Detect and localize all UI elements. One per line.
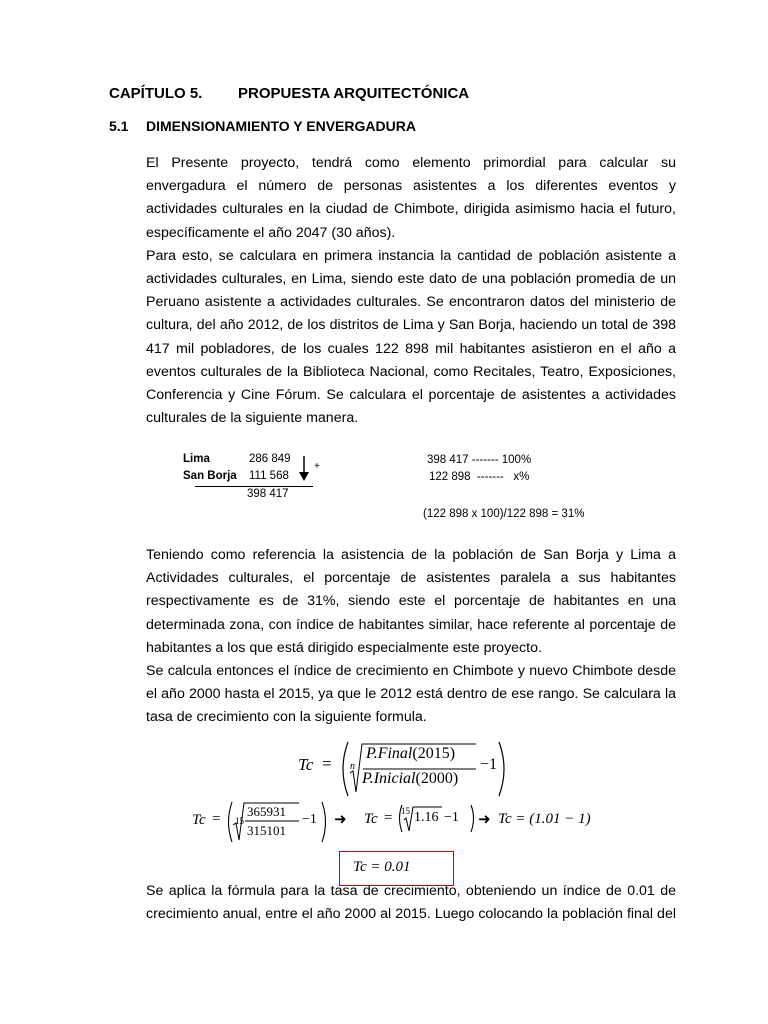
step2-equals: = xyxy=(384,810,393,826)
step2-lhs: Tc xyxy=(364,811,378,827)
step1-index: 15 xyxy=(235,816,244,826)
step1-equals: = xyxy=(212,811,221,827)
rule-of-three-line-1: 398 417 ------- 100% xyxy=(427,454,532,466)
step2-index: 15 xyxy=(401,806,410,816)
step1-denominator: 315101 xyxy=(247,823,286,838)
san-borja-value: 111 568 xyxy=(249,470,289,482)
paragraph: Teniendo como referencia la asistencia de la población de San Borja y Lima a Actividades culturales, el porcentaje de asistentes paralela a sus habitantes respectivamente es de 31%, siendo este el porcentaje de habitantes en una determinada zona, con índice de habitantes similar, hace referente al porcentaje de habitantes a los que está dirigido especialmente este proyecto. xyxy=(146,547,676,656)
arrow-icon: ➜ xyxy=(478,812,491,828)
paragraph: Se calcula entonces el índice de crecimiento en Chimbote y nuevo Chimbote desde el año 2000 hasta el 2015, ya que le 2012 está dentro de ese rango. Se calculara la tasa de crecimiento con la siguiente formula. xyxy=(146,663,676,726)
formula-root-index: n xyxy=(350,761,355,772)
result-value: Tc = 0.01 xyxy=(353,859,411,875)
paragraph: Se aplica la fórmula para la tasa de crecimiento, obteniendo un índice de 0.01 de crecimiento anual, entre el año 2000 al 2015. Luego colocando la población final del xyxy=(146,883,676,923)
chapter-title: PROPUESTA ARQUITECTÓNICA xyxy=(238,85,470,102)
step3-expression: Tc = (1.01 − 1) xyxy=(498,811,591,827)
middle-text xyxy=(146,544,676,730)
plus-sign: + xyxy=(314,461,320,472)
rule-of-three-result: (122 898 x 100)/122 898 = 31% xyxy=(423,508,585,520)
san-borja-label: San Borja xyxy=(183,470,237,482)
formula-steps xyxy=(192,800,622,844)
formula-lhs: Tc xyxy=(298,755,314,774)
rule-of-three-line-2: 122 898 ------- x% xyxy=(429,471,530,483)
step2-value: 1.16 xyxy=(414,810,439,825)
step1-lhs: Tc xyxy=(192,812,206,828)
paragraph: Para esto, se calculara en primera instancia la cantidad de población asistente a actividades culturales, en Lima, siendo este dato de una población promedia de un Peruano asistente a actividades culturales. Se encontraron datos del ministerio de cultura, del año 2012, de los distritos de Lima y San Borja, haciendo un total de 398 417 mil pobladores, de los cuales 122 898 mil habitantes asistieron en el año a eventos culturales de la Biblioteca Nacional, como Recitales, Teatro, Exposiciones, Conferencia y Cine Fórum. Se calculara el porcentaje de asistentes a actividades culturales de la siguiente manera. xyxy=(146,247,676,427)
sum-calculation xyxy=(183,453,333,509)
arrow-icon: ➜ xyxy=(334,812,347,828)
down-arrow-icon xyxy=(297,455,311,483)
formula-minus-one: −1 xyxy=(480,756,498,773)
growth-rate-formula xyxy=(296,740,516,800)
sum-rule xyxy=(195,486,313,487)
sum-total: 398 417 xyxy=(247,488,289,500)
intro-text xyxy=(146,152,676,430)
formula-denominator: P.Inicial(2000) xyxy=(362,770,459,787)
chapter-label: CAPÍTULO 5. xyxy=(109,85,203,102)
paragraph: El Presente proyecto, tendrá como elemento primordial para calcular su envergadura el número de personas asistentes a los diferentes eventos y actividades culturales en la ciudad de Chimbote, dirigida asimismo hacia el futuro, específicamente el año 2047 (30 años). xyxy=(146,155,676,241)
section-title: DIMENSIONAMIENTO Y ENVERGADURA xyxy=(146,118,416,134)
formula-numerator: P.Final(2015) xyxy=(366,745,456,762)
section-number: 5.1 xyxy=(109,118,129,134)
step1-numerator: 365931 xyxy=(247,804,286,819)
chapter-heading xyxy=(109,85,469,102)
lima-value: 286 849 xyxy=(249,453,291,465)
closing-text xyxy=(146,880,676,926)
section-heading xyxy=(109,118,416,134)
step2-minus-one: −1 xyxy=(444,810,459,825)
step1-minus-one: −1 xyxy=(302,812,317,827)
formula-equals: = xyxy=(322,754,332,773)
lima-label: Lima xyxy=(183,453,210,465)
